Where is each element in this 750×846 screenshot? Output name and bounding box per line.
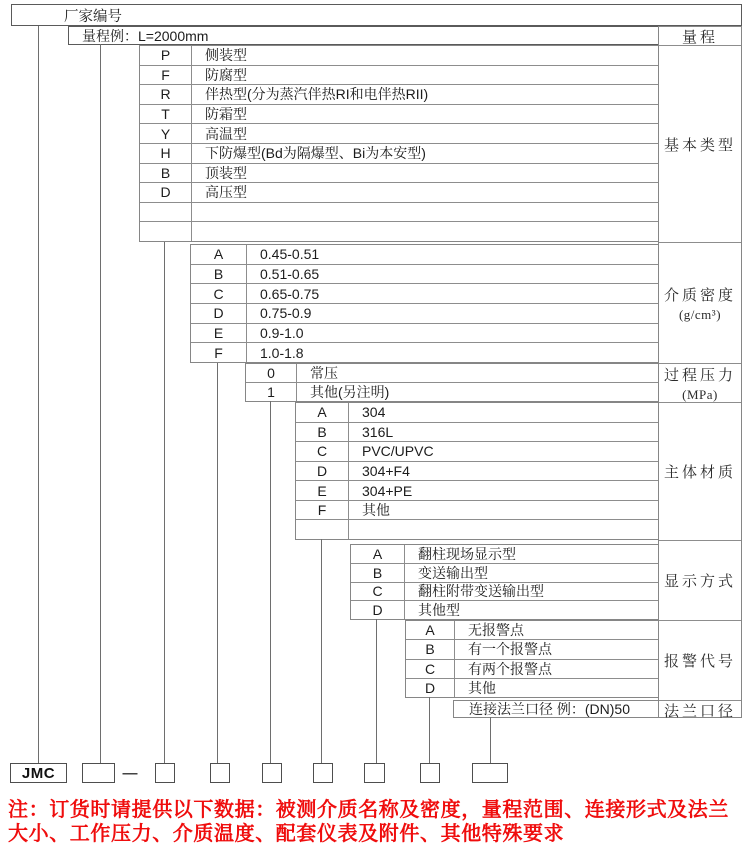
row-desc: 0.75-0.9 [247, 305, 658, 321]
row-desc: 其他 [349, 500, 658, 520]
row-desc: 变送输出型 [405, 563, 658, 583]
connector-line [100, 44, 101, 763]
category-label-basic-type [659, 46, 741, 243]
table-row [296, 442, 658, 462]
row-code: A [191, 245, 247, 264]
row-code: D [140, 183, 192, 202]
code-box-range [82, 763, 115, 783]
label-text: 基本类型 [664, 134, 736, 155]
table-row [351, 583, 658, 602]
table-row [296, 462, 658, 482]
row-desc: PVC/UPVC [349, 443, 658, 459]
section-alarm-code [405, 620, 658, 698]
row-desc: 其他型 [405, 600, 658, 620]
section-process-pressure [245, 363, 658, 402]
code-box-flange-size [472, 763, 508, 783]
category-label-flange-size [659, 701, 741, 719]
model-prefix-text: JMC [22, 765, 55, 782]
row-code: R [140, 85, 192, 104]
section-display-mode [350, 544, 658, 620]
table-row [191, 343, 658, 362]
table-row [406, 679, 658, 697]
label-text: 介质密度 [664, 284, 736, 305]
order-note-line2: 大小、工作压力、介质温度、配套仪表及附件、其他特殊要求 [8, 823, 748, 846]
table-row [406, 660, 658, 679]
table-row [140, 105, 658, 125]
connector-line [270, 401, 271, 763]
row-code: D [296, 462, 349, 481]
table-row [191, 284, 658, 304]
table-row [351, 545, 658, 564]
row-desc: 其他(另注明) [297, 382, 658, 402]
row-code: E [191, 324, 247, 343]
label-text: 主体材质 [664, 461, 736, 482]
table-row [296, 481, 658, 501]
row-desc: 316L [349, 424, 658, 440]
factory-code-row [11, 4, 742, 26]
code-separator: — [117, 763, 143, 783]
row-desc: 伴热型(分为蒸汽伴热RI和电伴热RII) [192, 84, 658, 104]
row-desc: 高压型 [192, 182, 658, 202]
row-desc: 1.0-1.8 [247, 345, 658, 361]
table-row [140, 124, 658, 144]
category-label-column [658, 26, 742, 718]
range-example-row [68, 26, 658, 45]
row-code: 1 [246, 383, 297, 401]
category-label-body-material [659, 403, 741, 541]
connector-line [164, 242, 165, 763]
row-desc: 无报警点 [455, 620, 658, 640]
table-row [140, 183, 658, 203]
row-desc: 侧装型 [192, 45, 658, 65]
code-box-basic-type [155, 763, 175, 783]
table-row-empty [140, 222, 658, 241]
table-row [140, 46, 658, 66]
row-code: P [140, 46, 192, 65]
label-unit: (g/cm³) [679, 307, 721, 323]
table-row [191, 245, 658, 265]
row-code: B [140, 164, 192, 183]
table-row [191, 324, 658, 344]
row-desc: 304 [349, 404, 658, 420]
connector-line [321, 539, 322, 763]
row-code: B [191, 265, 247, 284]
row-code: F [140, 66, 192, 85]
row-code: C [296, 442, 349, 461]
row-desc: 高温型 [192, 124, 658, 144]
row-desc: 有一个报警点 [455, 639, 658, 659]
table-row [191, 304, 658, 324]
table-row-empty [296, 520, 658, 539]
row-desc: 304+F4 [349, 463, 658, 479]
label-unit: (MPa) [682, 387, 718, 403]
model-prefix-box [10, 763, 67, 783]
row-code: D [191, 304, 247, 323]
row-code: T [140, 105, 192, 124]
connector-line [38, 26, 39, 763]
table-row [246, 364, 658, 383]
section-basic-type [139, 45, 658, 242]
row-code: C [191, 284, 247, 303]
row-desc: 0.45-0.51 [247, 246, 658, 262]
table-row [296, 501, 658, 521]
row-code [140, 203, 192, 222]
row-desc: 0.65-0.75 [247, 286, 658, 302]
row-code: B [351, 564, 405, 582]
row-code: B [406, 640, 455, 658]
table-row [140, 66, 658, 86]
code-box-body-material [313, 763, 333, 783]
row-desc: 防霜型 [192, 104, 658, 124]
table-row [140, 85, 658, 105]
row-code: H [140, 144, 192, 163]
row-code: C [406, 660, 455, 678]
code-box-medium-density [210, 763, 230, 783]
row-desc: 翻柱附带变送输出型 [405, 581, 658, 601]
connector-line [490, 717, 491, 763]
section-flange-size [453, 700, 658, 718]
row-code: C [351, 583, 405, 601]
table-row [454, 701, 658, 717]
connector-line [376, 619, 377, 763]
row-code: A [351, 545, 405, 563]
row-code [140, 222, 192, 241]
category-label-range [659, 27, 741, 46]
row-desc: 304+PE [349, 483, 658, 499]
table-row [140, 144, 658, 164]
range-example-label: 量程例：L=2000mm [69, 26, 208, 46]
row-code: D [406, 679, 455, 697]
row-desc: 0.51-0.65 [247, 266, 658, 282]
row-desc: 常压 [297, 363, 658, 383]
table-row [406, 621, 658, 640]
label-text: 报警代号 [664, 650, 736, 671]
row-desc: 翻柱现场显示型 [405, 544, 658, 564]
category-label-alarm-code [659, 621, 741, 701]
table-row [140, 164, 658, 184]
row-code: A [296, 403, 349, 422]
connector-line [429, 697, 430, 763]
section-body-material [295, 402, 658, 540]
row-code: Y [140, 124, 192, 143]
row-code: F [296, 501, 349, 520]
row-desc: 有两个报警点 [455, 659, 658, 679]
table-row [296, 423, 658, 443]
row-desc: 0.9-1.0 [247, 325, 658, 341]
row-code: 0 [246, 364, 297, 382]
category-label-process-pressure [659, 364, 741, 403]
table-row [246, 383, 658, 401]
row-desc: 顶装型 [192, 163, 658, 183]
code-box-process-pressure [262, 763, 282, 783]
label-text: 显示方式 [664, 570, 736, 591]
row-code: A [406, 621, 455, 639]
order-note [8, 799, 748, 846]
row-desc: 防腐型 [192, 65, 658, 85]
connector-line [217, 363, 218, 763]
row-desc: 连接法兰口径 例：(DN)50 [454, 699, 658, 719]
row-code: E [296, 481, 349, 500]
row-code: F [191, 343, 247, 362]
table-row [191, 265, 658, 285]
category-label-display-mode [659, 541, 741, 621]
code-box-display-mode [364, 763, 385, 783]
order-note-line1: 注：订货时请提供以下数据：被测介质名称及密度，量程范围、连接形式及法兰 [8, 799, 748, 823]
category-label-medium-density [659, 243, 741, 364]
table-row [406, 640, 658, 659]
table-row-empty [140, 203, 658, 223]
table-row [351, 601, 658, 619]
row-code: B [296, 423, 349, 442]
table-row [296, 403, 658, 423]
label-text: 过程压力 [664, 364, 736, 385]
row-desc: 其他 [455, 678, 658, 698]
factory-code-label: 厂家编号 [12, 5, 122, 26]
row-code: D [351, 601, 405, 619]
row-desc: 下防爆型(Bd为隔爆型、Bi为本安型) [192, 143, 658, 163]
table-row [351, 564, 658, 583]
code-box-alarm-code [420, 763, 440, 783]
row-code [296, 520, 349, 539]
section-medium-density [190, 244, 658, 363]
label-text: 量程 [682, 26, 718, 47]
label-text: 法兰口径 [664, 700, 736, 721]
